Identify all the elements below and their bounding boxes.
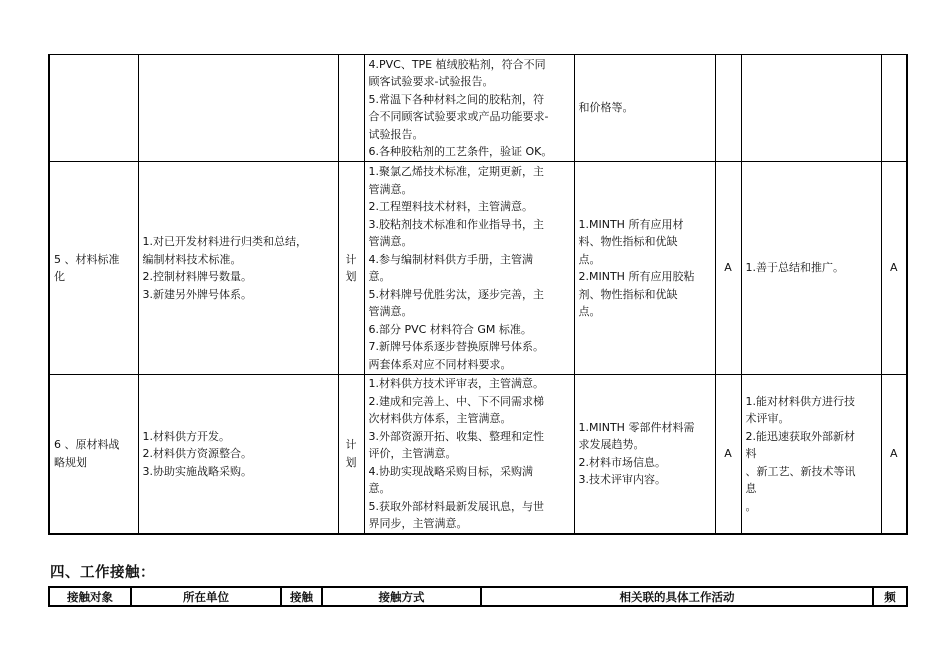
text-line: 1.材料供方技术评审表，主管满意。 (368, 377, 544, 390)
text-line: 1.能对材料供方进行技 (745, 394, 855, 408)
text-line: 3.技术评审内容。 (578, 473, 666, 487)
knowledge-level-cell (715, 55, 741, 162)
text-line: 3.协助实施战略采购。 (142, 464, 252, 478)
text-line: 2.建成和完善上、中、下不同需求梯 (368, 394, 544, 408)
duties-cell (138, 55, 338, 162)
text-line: 剂、物性指标和优缺 (578, 287, 678, 301)
text-line: 2.控制材料牌号数量。 (142, 270, 252, 283)
header-contact-object: 接触对象 (49, 587, 131, 606)
text-line: 4.参与编制材料供方手册，主管满 (368, 252, 533, 266)
text-line: 6.部分 PVC 材料符合 GM 标准。 (368, 322, 532, 336)
header-related-activities: 相关联的具体工作活动 (481, 587, 873, 606)
text-line: 求发展趋势。 (578, 438, 645, 452)
text-line: 管满意。 (368, 182, 413, 196)
text-line: 管满意。 (368, 235, 413, 248)
text-line: 料、物性指标和优缺 (578, 235, 678, 248)
text-line: 试验报告。 (368, 127, 424, 141)
text-line: 息 (745, 482, 757, 495)
type-cell (338, 375, 364, 534)
job-duty-table (48, 54, 908, 535)
type-cell (338, 162, 364, 375)
text-line: 料 (745, 447, 757, 460)
text-line: 1.MINTH 所有应用材 (578, 217, 684, 231)
ability-level-cell (881, 55, 907, 162)
work-item-cell (49, 375, 138, 534)
text-line: 1.对已开发材料进行归类和总结， (142, 235, 307, 248)
knowledge-level-cell: A (715, 375, 741, 534)
text-line: 2.MINTH 所有应用胶粘 (578, 270, 695, 283)
text-line: 术评审。 (745, 412, 790, 425)
work-contact-header-row (49, 587, 907, 606)
knowledge-cell (574, 162, 715, 375)
text-line: 2.工程塑料技术材料，主管满意。 (368, 200, 533, 213)
ability-cell (741, 375, 881, 534)
table-row (49, 162, 907, 375)
text-line: 7.新牌号体系逐步替换原牌号体系。 (368, 340, 544, 353)
text-line: 3.外部资源开拓、收集、整理和定性 (368, 429, 544, 443)
text-line: 5.获取外部材料最新发展讯息，与世 (368, 499, 544, 513)
duties-cell (138, 162, 338, 375)
text-line: 6 、原材料战 (54, 438, 120, 452)
work-item-cell (49, 162, 138, 375)
text-line: 管满意。 (368, 305, 413, 318)
knowledge-cell (574, 375, 715, 534)
text-line: 3.新建另外牌号体系。 (142, 287, 252, 301)
standards-cell (364, 55, 574, 162)
table-row (49, 375, 907, 534)
text-line: 编制材料技术标准。 (142, 252, 242, 266)
text-line: 2.能迅速获取外部新材 (745, 429, 855, 443)
work-contact-table (48, 586, 908, 607)
standards-cell (364, 162, 574, 375)
duties-cell (138, 375, 338, 534)
type-cell (338, 55, 364, 162)
text-line: 1.善于总结和推广。 (745, 261, 844, 275)
text-line: 意。 (368, 482, 391, 495)
text-line: 5 、材料标准 (54, 252, 120, 266)
text-line: 3.胶粘剂技术标准和作业指导书，主 (368, 217, 544, 231)
header-contact: 接触 (281, 587, 322, 606)
text-line: 1.聚氯乙烯技术标准，定期更新，主 (368, 165, 544, 178)
text-line: 、新工艺、新技术等讯 (745, 464, 856, 478)
text-line: 顾客试验要求-试验报告。 (368, 75, 494, 88)
text-line: 计 (345, 438, 357, 452)
text-line: 评价，主管满意。 (368, 447, 457, 460)
ability-cell (741, 162, 881, 375)
text-line: 6.各种胶粘剂的工艺条件，验证 OK。 (368, 145, 553, 158)
job-duty-table-body (49, 55, 907, 534)
ability-level-cell: A (881, 162, 907, 375)
text-line: 划 (345, 270, 357, 283)
text-line: 计 (345, 252, 357, 266)
text-line: 两套体系对应不同材料要求。 (368, 357, 512, 371)
knowledge-level-cell: A (715, 162, 741, 375)
text-line: 4.PVC、TPE 植绒胶粘剂，符合不同 (368, 57, 546, 71)
text-line: 1.MINTH 零部件材料需 (578, 420, 695, 434)
text-line: 略规划 (54, 455, 87, 469)
text-line: 点。 (578, 252, 601, 266)
knowledge-cell (574, 55, 715, 162)
ability-cell (741, 55, 881, 162)
ability-level-cell: A (881, 375, 907, 534)
table-row (49, 55, 907, 162)
section-title-work-contact: 四、工作接触： (50, 565, 155, 581)
text-line: 点。 (578, 305, 601, 318)
text-line: 化 (54, 270, 65, 283)
text-line: 意。 (368, 270, 391, 283)
text-line: 划 (345, 455, 357, 469)
text-line: 和价格等。 (578, 101, 634, 115)
header-frequency: 频 (873, 587, 907, 606)
text-line: 5.材料牌号优胜劣汰，逐步完善，主 (368, 287, 544, 301)
standards-cell (364, 375, 574, 534)
text-line: 。 (745, 499, 757, 513)
header-unit: 所在单位 (131, 587, 281, 606)
text-line: 合不同顾客试验要求或产品功能要求- (368, 110, 549, 123)
text-line: 4.协助实现战略采购目标，采购满 (368, 464, 533, 478)
header-contact-method: 接触方式 (322, 587, 481, 606)
text-line: 5.常温下各种材料之间的胶粘剂，符 (368, 92, 544, 106)
text-line: 2.材料市场信息。 (578, 455, 666, 469)
text-line: 2.材料供方资源整合。 (142, 447, 252, 460)
work-item-cell (49, 55, 138, 162)
text-line: 界同步，主管满意。 (368, 517, 468, 530)
text-line: 次材料供方体系，主管满意。 (368, 412, 512, 425)
text-line: 1.材料供方开发。 (142, 429, 230, 443)
